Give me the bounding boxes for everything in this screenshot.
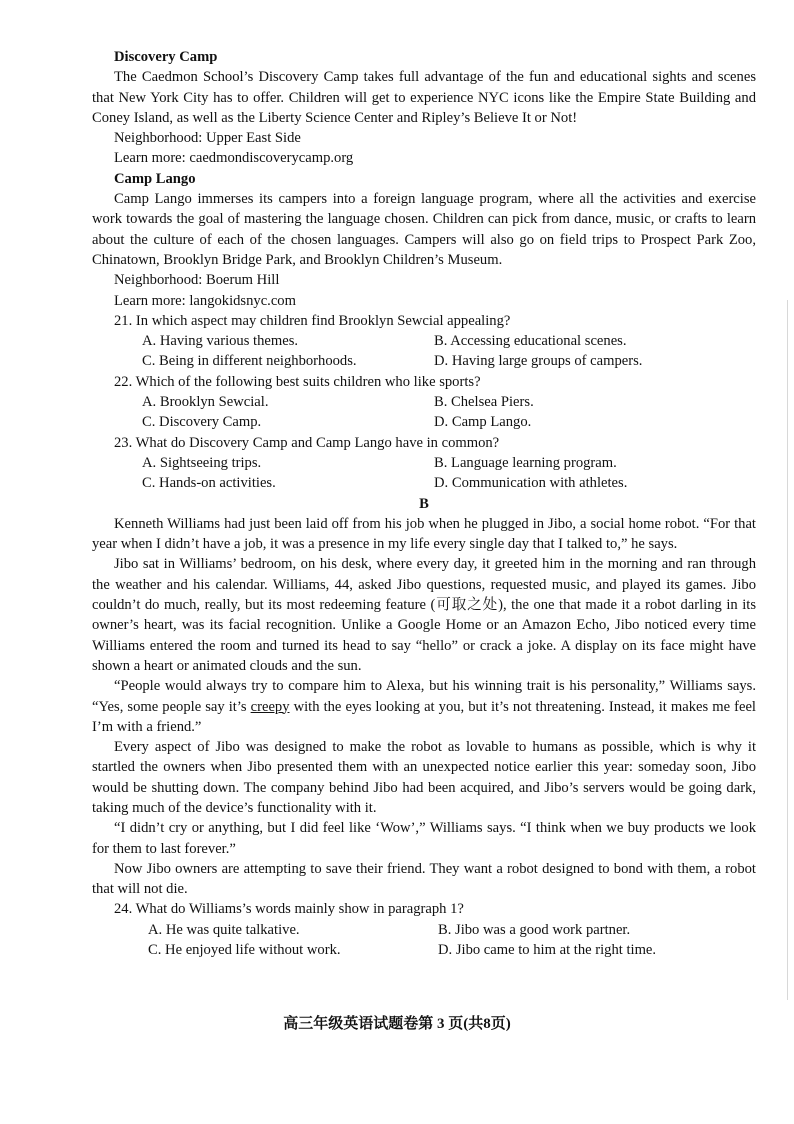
question-24 [92, 899, 756, 960]
discovery-camp-body: The Caedmon School’s Discovery Camp takes full advantage of the fun and educational sights and scenes that New York City has to offer. Children will get to experience NYC icons like the Empire State Building and Coney Island, as well as the Liberty Science Center and Ripley’s Believe It or Not! [92, 69, 756, 126]
passage-b-paragraph-4: Every aspect of Jibo was designed to make the robot as lovable to humans as possible, which is why it startled the owners when Jibo presented them with an unexpected notice earlier this year: someday soon, Jibo would be shutting down. The company behind Jibo had been acquired, and Jibo’s servers would be going dark, taking much of the device’s functionality with it. [92, 739, 756, 816]
options-row [92, 412, 756, 432]
option-c: C. Discovery Camp. [142, 414, 262, 431]
option-a: A. Brooklyn Sewcial. [142, 394, 269, 411]
option-a: A. He was quite talkative. [148, 921, 300, 938]
option-d: D. Communication with athletes. [434, 475, 628, 492]
options-row [92, 920, 756, 940]
section-b-label: B [419, 495, 429, 512]
passage-b-paragraph-2: Jibo sat in Williams’ bedroom, on his desk, where every day, it greeted him in the morning and ran through the weather and his calendar. Williams, 44, asked Jibo questions, requested music, and played its games. Jibo couldn’t do much, really, but its most redeeming feature (可取之处), the one that made it a robot darling in its owner’s heart, was its facial recognition. Unlike a Google Home or an Amazon Echo, Jibo noticed every time Williams entered the room and turned its head to say “hello” or crack a joke. A display on its face might have shown a heart or animated clouds and the sun. [92, 556, 756, 674]
camp-lango-neighborhood: Neighborhood: Boerum Hill [114, 272, 280, 289]
option-b: B. Jibo was a good work partner. [438, 921, 631, 938]
passage-b-paragraph-5: “I didn’t cry or anything, but I did feel like ‘Wow’,” Williams says. “I think when we buy products we look for them to last forever.” [92, 820, 756, 857]
passage-b-paragraph-1: Kenneth Williams had just been laid off from his job when he plugged in Jibo, a social home robot. “For that year when I didn’t have a job, it was a presence in my life every single day that I talked to,” he says. [92, 515, 756, 553]
option-a: A. Sightseeing trips. [142, 454, 262, 471]
option-b: B. Chelsea Piers. [434, 394, 534, 411]
scan-edge-line [787, 300, 788, 1000]
question-23 [92, 433, 756, 494]
option-c: C. Hands-on activities. [142, 475, 276, 492]
page-content [92, 47, 756, 960]
page-footer: 高三年级英语试题卷第 3 页(共8页) [283, 1016, 511, 1032]
option-a: A. Having various themes. [142, 333, 299, 350]
question-22 [92, 372, 756, 433]
question-stem: 22. Which of the following best suits children who like sports? [114, 373, 481, 390]
question-stem: 23. What do Discovery Camp and Camp Lango have in common? [114, 434, 500, 451]
option-d: D. Camp Lango. [434, 414, 532, 431]
paragraph-3-text-before: “People would always try to compare him to Alexa, but his winning trait is his personality,” Williams says. “Yes, some people say it’s [92, 678, 756, 715]
options-row [92, 331, 756, 351]
option-d: D. Jibo came to him at the right time. [438, 942, 657, 959]
options-row [92, 351, 756, 371]
options-row [92, 453, 756, 473]
question-stem: 24. What do Williams’s words mainly show in paragraph 1? [114, 901, 464, 918]
option-b: B. Accessing educational scenes. [434, 333, 627, 350]
camp-lango-body: Camp Lango immerses its campers into a foreign language program, where all the activities and exercise work towards the goal of mastering the language chosen. Children can pick from dance, music, or crafts to learn about the culture of each of the chosen languages. Campers will also go on field trips to Prospect Park Zoo, Chinatown, Brooklyn Bridge Park, and Brooklyn Children’s Museum. [92, 191, 756, 268]
question-21 [92, 311, 756, 372]
discovery-camp-neighborhood: Neighborhood: Upper East Side [114, 130, 301, 147]
options-row [92, 473, 756, 493]
discovery-camp-learn-more: Learn more: caedmondiscoverycamp.org [114, 150, 354, 167]
paragraph-3-text-after: with the eyes looking at you, but it’s not threatening. Instead, it makes me feel I’m with a friend.” [92, 698, 756, 735]
passage-b-paragraph-6: Now Jibo owners are attempting to save their friend. They want a robot designed to bond with them, a robot that will not die. [92, 860, 756, 898]
underlined-word-creepy: creepy [250, 698, 290, 715]
option-b: B. Language learning program. [434, 454, 617, 471]
discovery-camp-title: Discovery Camp [114, 49, 218, 65]
passage-b-paragraph-3 [92, 676, 756, 737]
option-d: D. Having large groups of campers. [434, 353, 643, 370]
options-row [92, 392, 756, 412]
option-c: C. He enjoyed life without work. [148, 942, 341, 959]
options-row [92, 940, 756, 960]
camp-lango-title: Camp Lango [114, 170, 196, 187]
option-c: C. Being in different neighborhoods. [142, 353, 357, 370]
question-stem: 21. In which aspect may children find Brooklyn Sewcial appealing? [114, 312, 511, 329]
camp-lango-learn-more: Learn more: langokidsnyc.com [114, 292, 296, 309]
